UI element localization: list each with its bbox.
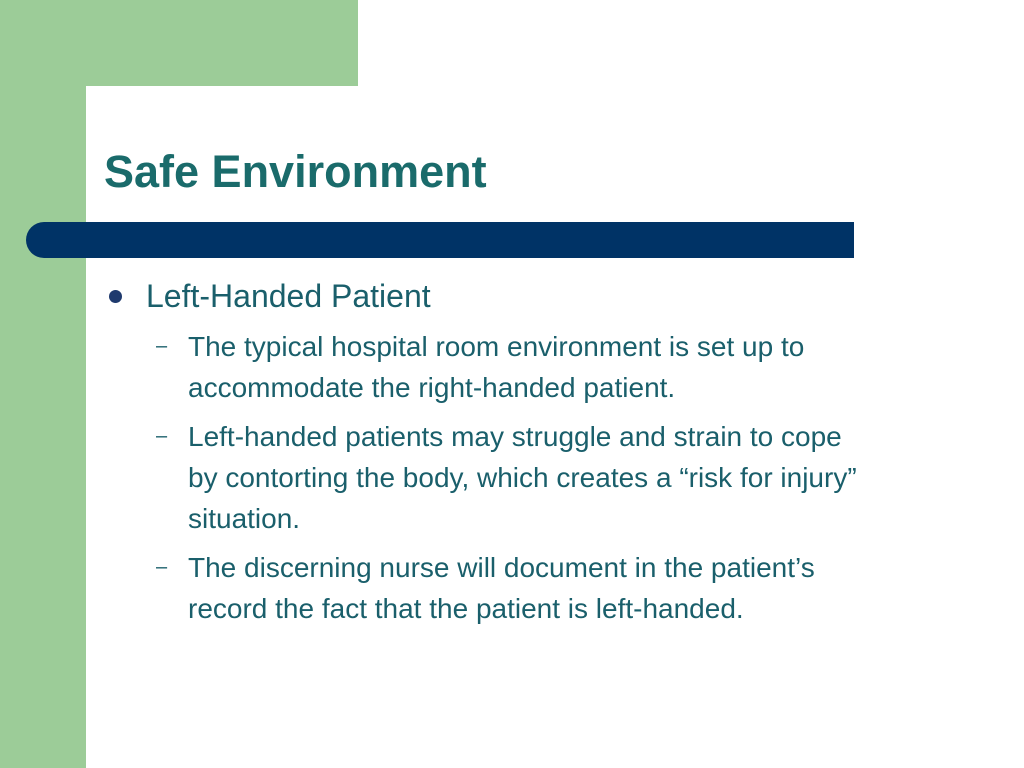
sub-bullet-text: The discerning nurse will document in the patient’s record the fact that the patient is left-handed. [188,552,815,624]
dash-marker: – [156,335,168,357]
bullet-text: Left-Handed Patient [146,278,431,314]
slide-title: Safe Environment [104,146,487,197]
sub-bullet-item [104,326,858,408]
bullet-item [104,276,964,316]
sub-bullet-item [104,547,858,629]
bullet-dot-icon [109,290,122,303]
sub-bullet-item [104,416,858,539]
sub-bullet-text: The typical hospital room environment is set up to accommodate the right-handed patient. [188,331,805,403]
dash-marker: – [156,556,168,578]
sub-bullet-text: Left-handed patients may struggle and strain to cope by contorting the body, which creates a “risk for injury” situation. [188,421,857,534]
green-top-corner [0,0,358,86]
dash-marker: – [156,425,168,447]
green-side-band [0,0,86,768]
slide-body [104,276,964,637]
title-underline-bar [26,222,854,258]
sub-bullet-list [104,326,964,629]
